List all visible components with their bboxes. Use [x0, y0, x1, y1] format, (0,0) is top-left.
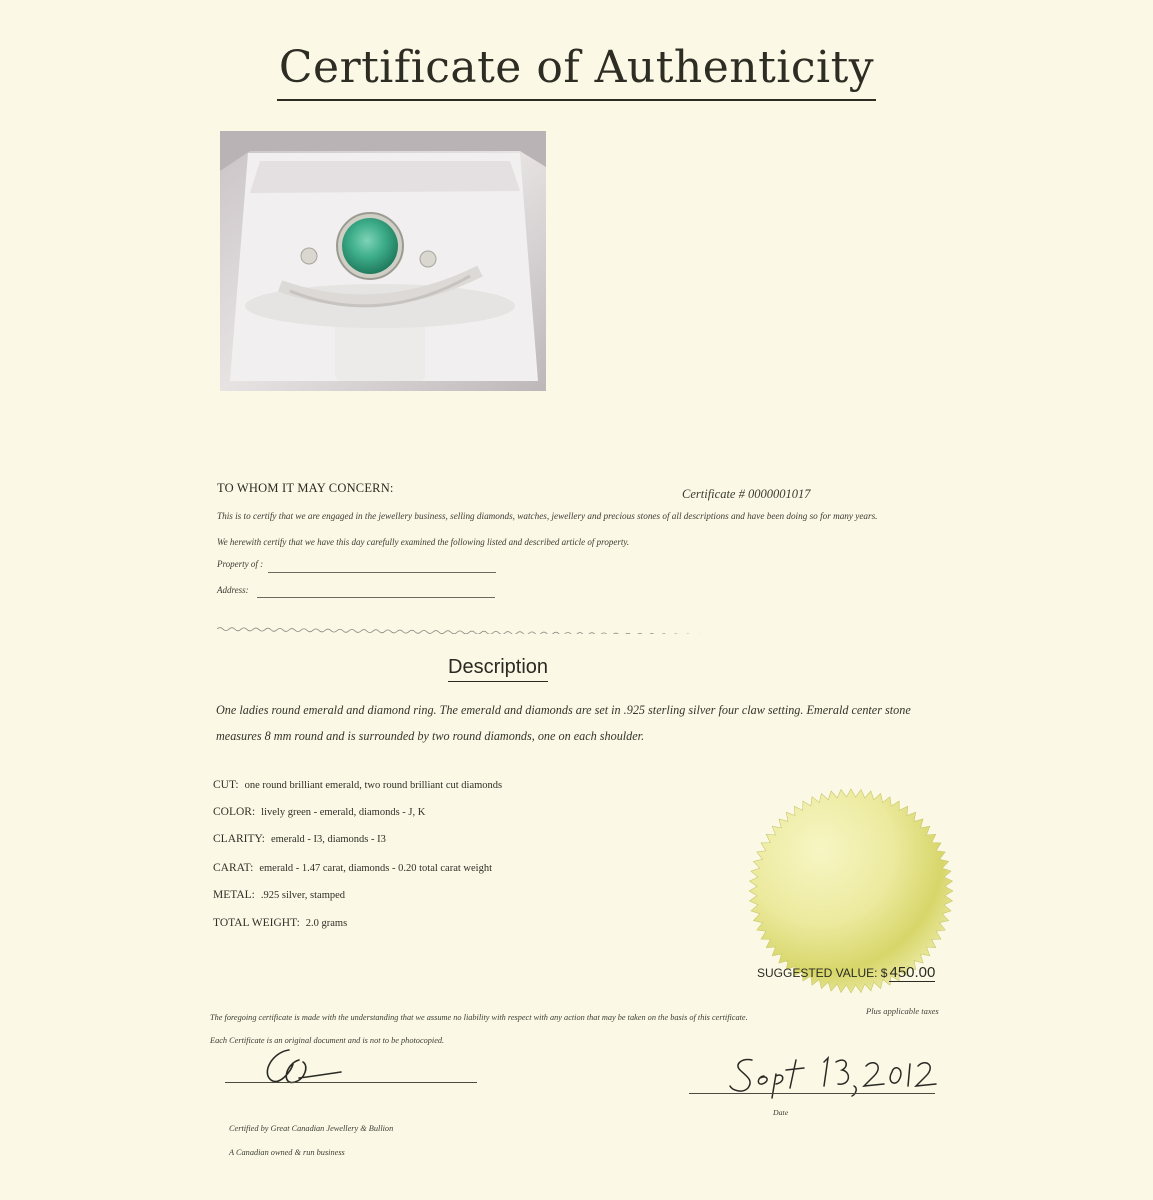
description-body: One ladies round emerald and diamond ring. The emerald and diamonds are set in .925 sterling silver four claw setting. Emerald center stone measures 8 mm round and is surrounded by two round diamonds, one on each shoulder. — [216, 703, 911, 743]
intro-line-1: This is to certify that we are engaged in the jewellery business, selling diamonds, watches, jewellery and precious stones of all descriptions and have been doing so for many years. — [217, 511, 878, 521]
spec-label: CLARITY: — [213, 833, 265, 845]
description-heading: Description — [448, 656, 548, 682]
to-whom-heading: TO WHOM IT MAY CONCERN: — [217, 481, 394, 495]
spec-value: emerald - I3, diamonds - I3 — [270, 834, 386, 845]
address-line — [257, 597, 495, 598]
spec-label: CUT: — [213, 779, 239, 791]
spec-value: .925 silver, stamped — [260, 890, 346, 901]
disclaimer-text: The foregoing certificate is made with the understanding that we assume no liability with respect with any action that may be taken on the basis of this certificate. — [210, 1013, 748, 1022]
spec-label: CARAT: — [213, 862, 254, 874]
ring-photo — [220, 131, 546, 391]
spec-metal — [213, 889, 345, 901]
date-line — [689, 1093, 935, 1094]
certificate-number: Certificate # 0000001017 — [682, 487, 811, 501]
date-label: Date — [773, 1108, 789, 1117]
spec-carat — [213, 862, 492, 874]
spec-cut — [213, 779, 502, 791]
wavy-divider — [217, 620, 947, 634]
spec-value: one round brilliant emerald, two round brilliant cut diamonds — [244, 780, 503, 791]
spec-total-weight — [213, 917, 347, 929]
suggested-value — [757, 964, 935, 981]
spec-value: 2.0 grams — [305, 918, 348, 929]
original-note: Each Certificate is an original document and is not to be photocopied. — [210, 1036, 445, 1045]
certificate-title: Certificate of Authenticity — [0, 42, 1153, 93]
property-label: Property of : — [217, 559, 264, 569]
taxes-note: Plus applicable taxes — [866, 1006, 939, 1016]
address-label: Address: — [217, 585, 249, 595]
spec-value: emerald - 1.47 carat, diamonds - 0.20 total carat weight — [259, 863, 492, 874]
certified-by: Certified by Great Canadian Jewellery & Bullion — [229, 1124, 394, 1133]
intro-line-2: We herewith certify that we have this day carefully examined the following listed and described article of property. — [217, 537, 630, 547]
spec-label: TOTAL WEIGHT: — [213, 917, 300, 929]
suggested-value-amount: 450.00 — [889, 964, 936, 981]
owned-note: A Canadian owned & run business — [229, 1148, 345, 1157]
spec-label: METAL: — [213, 889, 255, 901]
spec-clarity — [213, 833, 386, 845]
spec-value: lively green - emerald, diamonds - J, K — [261, 807, 426, 818]
suggested-value-label: SUGGESTED VALUE: $ — [757, 966, 888, 980]
property-line — [268, 572, 496, 573]
spec-color — [213, 806, 425, 818]
signature-line — [225, 1082, 477, 1083]
spec-label: COLOR: — [213, 806, 256, 818]
